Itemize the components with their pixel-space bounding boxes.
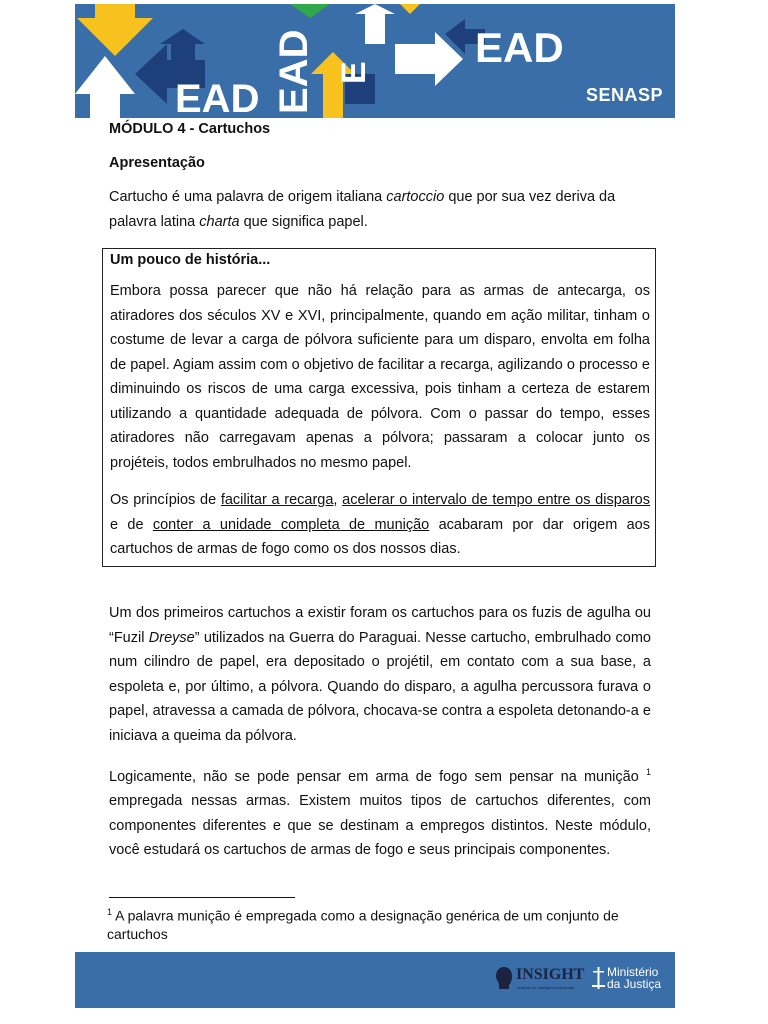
footnote-divider <box>109 897 295 898</box>
footnote-reference[interactable]: 1 <box>645 767 651 777</box>
justice-scale-icon <box>592 967 605 989</box>
intro-paragraph: Cartucho é uma palavra de origem italiana cartoccio que por sua vez deriva da palavra latina charta que significa papel. <box>109 189 616 230</box>
footer-banner <box>75 952 675 1008</box>
history-paragraph-1: Embora possa parecer que não há relação para as armas de antecarga, os atiradores dos séculos XV e XVI, principalmente, quando em ação militar, tinham o costume de levar a carga de pólvora suficiente para um disparo, envolta em folha de papel. Agiam assim com o objetivo de facilitar a recarga, agilizando o processo e diminuindo os riscos de uma carga excessiva, pois tinham a certeza de estarem utilizando a quantidade adequada de pólvora. Com o passar do tempo, esses atiradores não carregavam apenas a pólvora; passaram a colocar junto os projéteis, todos embrulhados no mesmo papel. <box>110 283 650 471</box>
senasp-label: SENASP <box>585 85 663 105</box>
ministerio-logo: Ministério da Justiça <box>607 965 662 991</box>
section-title: Apresentação <box>109 155 205 171</box>
footnote: $^1$ A palavra munição é empregada como a designação genérica de um conjunto de cartuchos <box>107 907 619 942</box>
history-box <box>102 248 656 567</box>
header-banner <box>75 4 675 118</box>
module-title: MÓDULO 4 - Cartuchos <box>109 121 271 137</box>
insight-logo-icon <box>495 966 513 990</box>
body-paragraph-2: Logicamente, não se pode pensar em arma de fogo sem pensar na munição $^1$ empregada nessas armas. Existem muitos tipos de cartuchos diferentes, com componentes diferentes e que se destinam a empregos distintos. Neste módulo, você estudará os cartuchos de armas de fogo e seus principais componentes. <box>109 767 651 859</box>
svg-text:EAD: EAD <box>175 77 260 118</box>
svg-text:E: E <box>335 61 373 84</box>
history-paragraph-2: Os princípios de facilitar a recarga, acelerar o intervalo de tempo entre os disparos e de conter a unidade completa de munição acabaram por dar origem aos cartuchos de armas de fogo como os dos nossos dias. <box>110 492 650 557</box>
svg-text:EAD: EAD <box>272 29 316 114</box>
body-paragraph-1: Um dos primeiros cartuchos a existir foram os cartuchos para os fuzis de agulha ou “Fuzil Dreyse” utilizados na Guerra do Paraguai. Nesse cartucho, embrulhado como num cilindro de papel, era depositado o projétil, em contato com a sua base, a espoleta e, por último, a pólvora. Quando do disparo, a agulha percussora furava o papel, atravessa a camada de pólvora, chocava-se contra a espoleta detonando-a e iniciava a queima da pólvora. <box>109 605 651 744</box>
insight-logo: INSIGHT <box>516 966 585 983</box>
history-box-title: Um pouco de história... <box>110 252 271 268</box>
svg-text:EAD: EAD <box>475 24 564 71</box>
insight-tagline: Instituto de Inteligência Aplicada <box>517 985 575 990</box>
